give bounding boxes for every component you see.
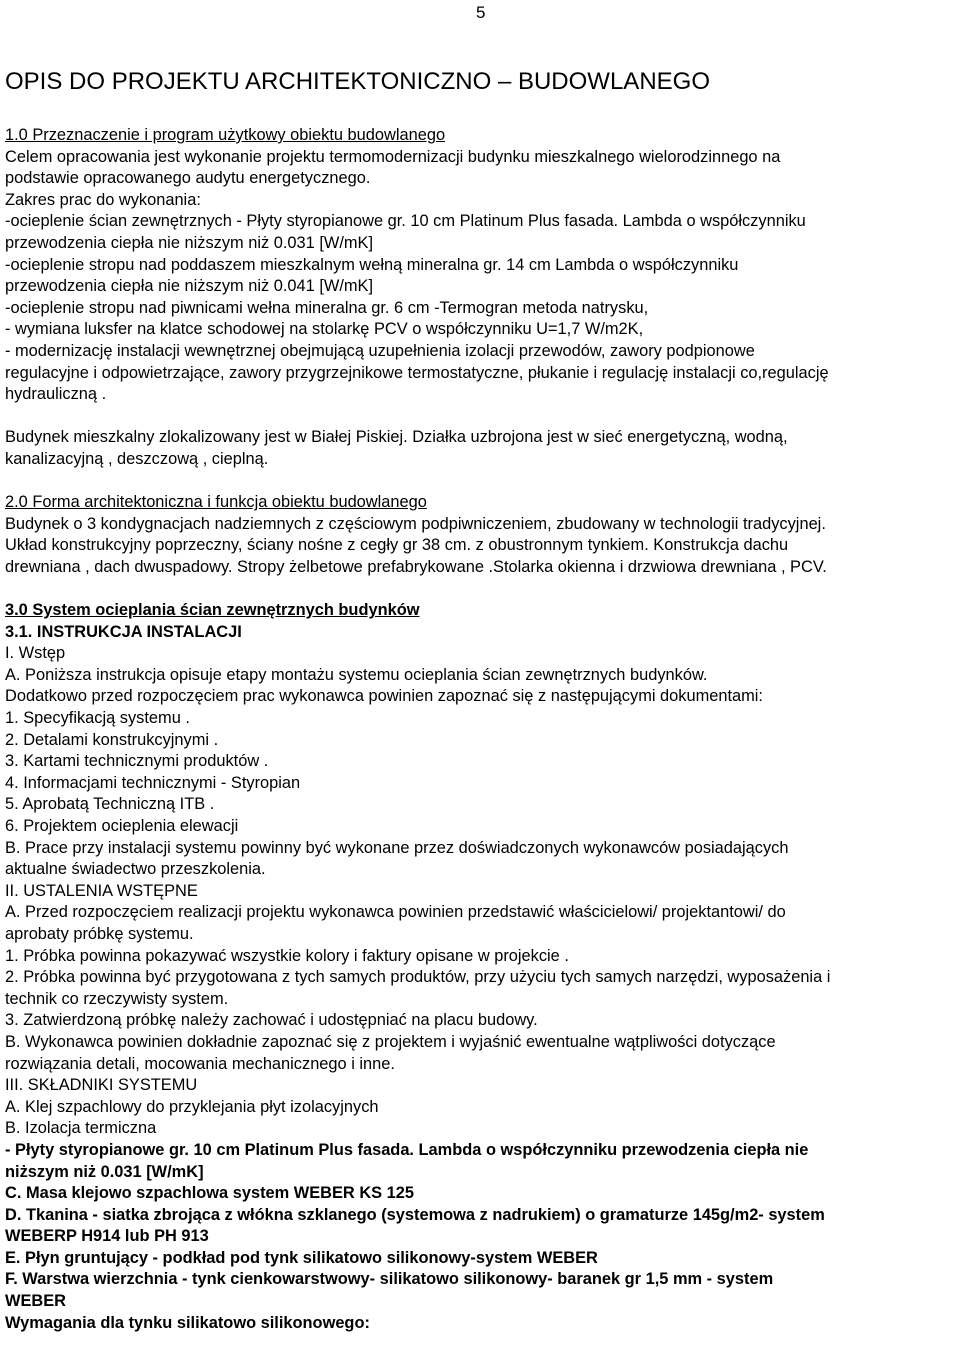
section3-bold-line: E. Płyn gruntujący - podkład pod tynk silikatowo silikonowy-system WEBER (5, 1248, 598, 1267)
section1-heading: 1.0 Przeznaczenie i program użytkowy obiektu budowlanego (5, 126, 446, 144)
paragraph-gap (5, 578, 957, 600)
location-line: kanalizacyjną , deszczową , cieplną. (5, 449, 269, 468)
section3-line: A. Klej szpachlowy do przyklejania płyt izolacyjnych (5, 1097, 379, 1116)
section3-bold-line: - Płyty styropianowe gr. 10 cm Platinum Plus fasada. Lambda o współczynniku przewodzenia ciepła nie (5, 1140, 809, 1159)
section3-line: 2. Detalami konstrukcyjnymi . (5, 730, 219, 749)
section1-line: regulacyjne i odpowietrzające, zawory przygrzejnikowe termostatyczne, płukanie i regulację instalacji co,regulację (5, 363, 829, 382)
section1-line: hydrauliczną . (5, 385, 107, 404)
paragraph-gap (5, 406, 957, 428)
section3-line: B. Prace przy instalacji systemu powinny być wykonane przez doświadczonych wykonawców posiadających (5, 838, 789, 857)
section1-line: -ocieplenie ścian zewnętrznych - Płyty styropianowe gr. 10 cm Platinum Plus fasada. Lambda o współczynniku (5, 212, 806, 231)
section1-line: przewodzenia ciepła nie niższym niż 0.031 [W/mK] (5, 233, 374, 252)
section2-heading: 2.0 Forma architektoniczna i funkcja obiektu budowlanego (5, 493, 427, 512)
section1-line: Celem opracowania jest wykonanie projektu termomodernizacji budynku mieszkalnego wielorodzinnego na (5, 147, 781, 166)
section3-line: 5. Aprobatą Techniczną ITB . (5, 795, 215, 814)
section3-line: 1. Próbka powinna pokazywać wszystkie kolory i faktury opisane w projekcie . (5, 946, 569, 965)
section2-line: drewniana , dach dwuspadowy. Stropy żelbetowe prefabrykowane .Stolarka okienna i drzwiowa drewniana , PCV. (5, 557, 827, 576)
section3-line: B. Izolacja termiczna (5, 1119, 157, 1138)
section3-bold-line: Wymagania dla tynku silikatowo silikonowego: (5, 1313, 370, 1332)
section3-line: I. Wstęp (5, 644, 66, 663)
section3-subheading: 3.1. INSTRUKCJA INSTALACJI (5, 622, 242, 641)
section3-bold-line: niższym niż 0.031 [W/mK] (5, 1162, 204, 1181)
section3-line: technik co rzeczywisty system. (5, 989, 229, 1008)
section3-bold-line: D. Tkanina - siatka zbrojąca z włókna szklanego (systemowa z nadrukiem) o gramaturze 145g/m2- system (5, 1205, 825, 1224)
section1-line: -ocieplenie stropu nad piwnicami wełna mineralna gr. 6 cm -Termogran metoda natrysku, (5, 298, 649, 317)
paragraph-gap (5, 471, 957, 493)
section3-line: 1. Specyfikacją systemu . (5, 709, 190, 728)
section3-line: A. Przed rozpoczęciem realizacji projektu wykonawca powinien przedstawić właścicielowi/ projektantowi/ do (5, 903, 786, 922)
section3-line: B. Wykonawca powinien dokładnie zapoznać się z projektem i wyjaśnić ewentualne wątpliwości dotyczące (5, 1032, 776, 1051)
section3-line: III. SKŁADNIKI SYSTEMU (5, 1076, 198, 1095)
document-body (5, 125, 957, 1334)
section3-line: rozwiązania detali, mocowania mechanicznego i inne. (5, 1054, 395, 1073)
section1-line: -ocieplenie stropu nad poddaszem mieszkalnym wełną mineralna gr. 14 cm Lambda o współczynniku (5, 255, 739, 274)
section3-line: Dodatkowo przed rozpoczęciem prac wykonawca powinien zapoznać się z następującymi dokumentami: (5, 687, 763, 706)
section1-line: przewodzenia ciepła nie niższym niż 0.041 [W/mK] (5, 277, 374, 296)
section1-line: podstawie opracowanego audytu energetycznego. (5, 169, 371, 188)
section3-heading: 3.0 System ocieplania ścian zewnętrznych budynków (5, 601, 420, 620)
section3-bold-line: F. Warstwa wierzchnia - tynk cienkowarstwowy- silikatowo silikonowy- baranek gr 1,5 mm - system (5, 1270, 774, 1289)
section3-bold-line: C. Masa klejowo szpachlowa system WEBER KS 125 (5, 1184, 414, 1203)
section3-line: aktualne świadectwo przeszkolenia. (5, 860, 266, 879)
section3-line: II. USTALENIA WSTĘPNE (5, 881, 198, 900)
section3-line: 4. Informacjami technicznymi - Styropian (5, 773, 301, 792)
section3-line: aprobaty próbkę systemu. (5, 924, 194, 943)
section2-line: Układ konstrukcyjny poprzeczny, ściany nośne z cegły gr 38 cm. z obustronnym tynkiem. Konstrukcja dachu (5, 536, 789, 555)
section3-bold-line: WEBERP H914 lub PH 913 (5, 1227, 209, 1246)
section1-line: Zakres prac do wykonania: (5, 190, 201, 209)
section3-line: 3. Kartami technicznymi produktów . (5, 752, 269, 771)
section3-line: A. Poniższa instrukcja opisuje etapy montażu systemu ocieplania ścian zewnętrznych budynków. (5, 665, 708, 684)
page-number: 5 (476, 3, 486, 22)
section2-line: Budynek o 3 kondygnacjach nadziemnych z częściowym podpiwniczeniem, zbudowany w technologii tradycyjnej. (5, 514, 826, 533)
section3-line: 3. Zatwierdzoną próbkę należy zachować i udostępniać na placu budowy. (5, 1011, 538, 1030)
location-line: Budynek mieszkalny zlokalizowany jest w Białej Piskiej. Działka uzbrojona jest w sieć energetyczną, wodną, (5, 428, 788, 447)
section3-line: 2. Próbka powinna być przygotowana z tych samych produktów, przy użyciu tych samych narzędzi, wyposażenia i (5, 968, 831, 987)
document-title: OPIS DO PROJEKTU ARCHITEKTONICZNO – BUDOWLANEGO (5, 68, 710, 95)
section3-line: 6. Projektem ocieplenia elewacji (5, 817, 239, 835)
section1-line: - wymiana luksfer na klatce schodowej na stolarkę PCV o współczynniku U=1,7 W/m2K, (5, 320, 644, 339)
section1-line: - modernizację instalacji wewnętrznej obejmującą uzupełnienia izolacji przewodów, zawory podpionowe (5, 341, 755, 360)
section3-bold-line: WEBER (5, 1292, 67, 1311)
